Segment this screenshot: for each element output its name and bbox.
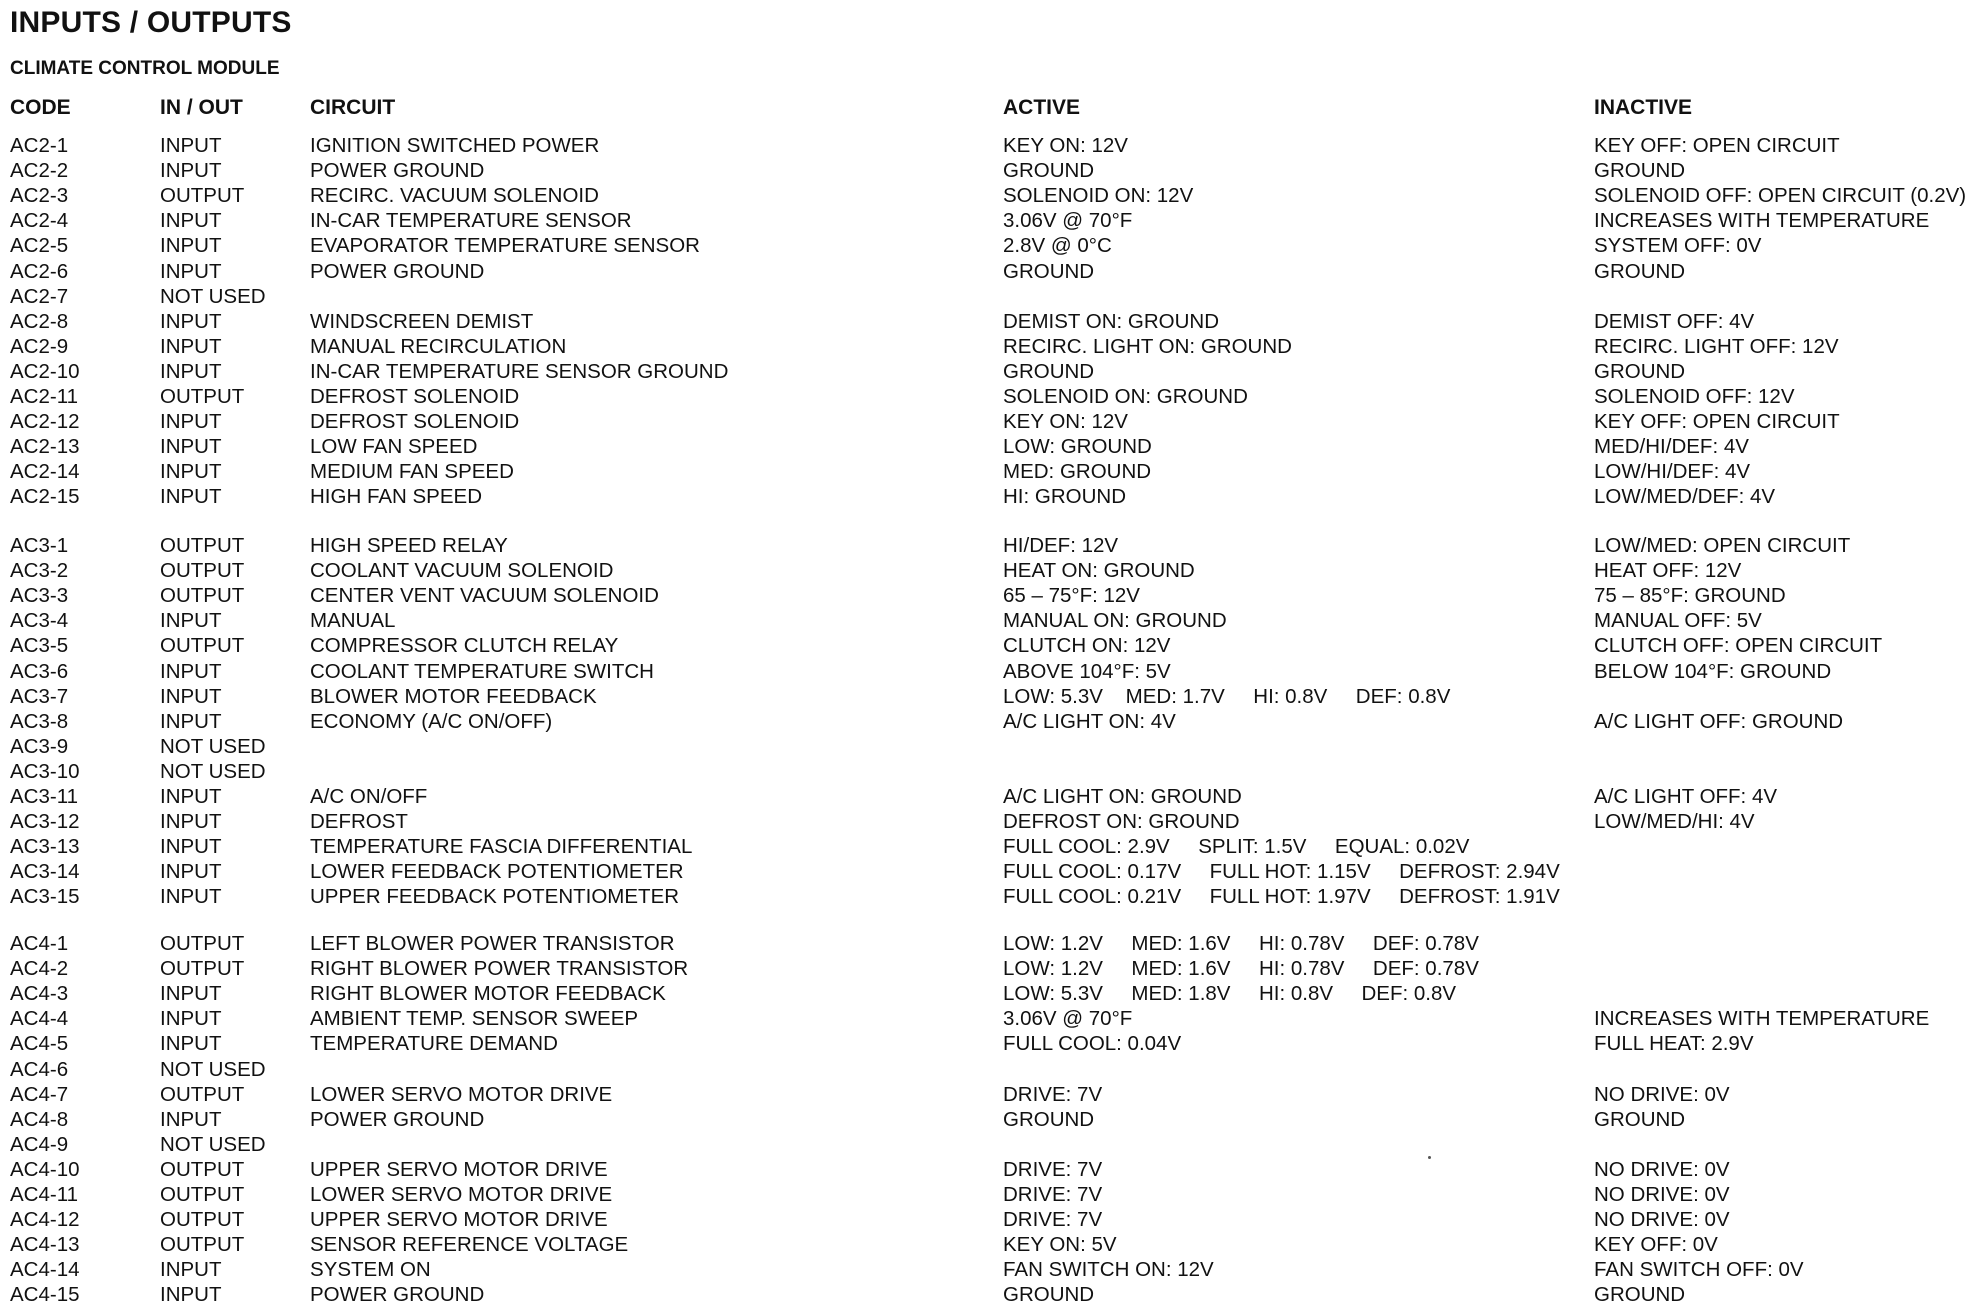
cell-active: 3.06V @ 70°F <box>1003 1007 1133 1031</box>
cell-in-out: INPUT <box>160 159 222 183</box>
cell-active: DEMIST ON: GROUND <box>1003 309 1220 333</box>
cell-code: AC3-13 <box>10 835 80 859</box>
cell-in-out: NOT USED <box>160 284 266 308</box>
cell-circuit: COOLANT TEMPERATURE SWITCH <box>310 659 654 683</box>
cell-in-out: INPUT <box>160 259 222 283</box>
cell-active: LOW: 1.2V MED: 1.6V HI: 0.78V DEF: 0.78V <box>1003 957 1479 981</box>
cell-code: AC2-14 <box>10 460 80 484</box>
cell-code: AC2-4 <box>10 209 69 233</box>
cell-in-out: OUTPUT <box>160 559 245 583</box>
cell-active: 3.06V @ 70°F <box>1003 209 1133 233</box>
header-in-out: IN / OUT <box>160 96 243 119</box>
cell-in-out: INPUT <box>160 134 222 157</box>
table-row <box>0 835 1986 860</box>
cell-code: AC4-14 <box>10 1258 80 1282</box>
cell-code: AC4-13 <box>10 1233 80 1257</box>
table-row <box>0 335 1986 360</box>
cell-circuit: MANUAL RECIRCULATION <box>310 334 567 358</box>
cell-active: DRIVE: 7V <box>1003 1157 1103 1181</box>
cell-in-out: INPUT <box>160 1007 222 1031</box>
table-row <box>0 1258 1986 1283</box>
cell-code: AC2-6 <box>10 259 69 283</box>
cell-in-out: INPUT <box>160 885 222 909</box>
cell-code: AC4-3 <box>10 982 69 1006</box>
cell-in-out: INPUT <box>160 334 222 358</box>
cell-code: AC4-6 <box>10 1057 69 1081</box>
cell-in-out: INPUT <box>160 810 222 834</box>
table-row <box>0 1133 1986 1158</box>
cell-circuit: SYSTEM ON <box>310 1258 431 1282</box>
cell-in-out: OUTPUT <box>160 957 245 981</box>
cell-active: MANUAL ON: GROUND <box>1003 609 1227 633</box>
table-row <box>0 134 1986 159</box>
cell-in-out: OUTPUT <box>160 184 245 208</box>
cell-inactive: BELOW 104°F: GROUND <box>1594 659 1832 683</box>
table-row <box>0 760 1986 785</box>
cell-circuit: ECONOMY (A/C ON/OFF) <box>310 709 553 733</box>
table-row <box>0 1208 1986 1233</box>
cell-active: GROUND <box>1003 259 1095 283</box>
cell-circuit: TEMPERATURE FASCIA DIFFERENTIAL <box>310 835 693 859</box>
scan-speck <box>1428 1156 1431 1159</box>
cell-inactive: CLUTCH OFF: OPEN CIRCUIT <box>1594 634 1883 658</box>
cell-circuit: A/C ON/OFF <box>310 785 428 808</box>
cell-circuit: IGNITION SWITCHED POWER <box>310 134 600 157</box>
cell-active: A/C LIGHT ON: 4V <box>1003 709 1176 733</box>
cell-circuit: COOLANT VACUUM SOLENOID <box>310 559 614 583</box>
table-row <box>0 460 1986 485</box>
table-row <box>0 285 1986 310</box>
cell-circuit: LEFT BLOWER POWER TRANSISTOR <box>310 932 675 955</box>
table-row <box>0 360 1986 385</box>
cell-in-out: INPUT <box>160 1032 222 1056</box>
cell-code: AC2-11 <box>10 385 78 408</box>
cell-active: LOW: 1.2V MED: 1.6V HI: 0.78V DEF: 0.78V <box>1003 932 1479 955</box>
cell-active: A/C LIGHT ON: GROUND <box>1003 785 1242 808</box>
cell-inactive: LOW/MED/HI: 4V <box>1594 810 1755 834</box>
cell-in-out: INPUT <box>160 1283 222 1307</box>
cell-code: AC4-7 <box>10 1082 69 1106</box>
cell-circuit: DEFROST SOLENOID <box>310 385 520 408</box>
cell-circuit: DEFROST SOLENOID <box>310 410 520 434</box>
cell-circuit: HIGH SPEED RELAY <box>310 534 508 557</box>
cell-active: CLUTCH ON: 12V <box>1003 634 1171 658</box>
cell-active: GROUND <box>1003 159 1095 183</box>
cell-in-out: INPUT <box>160 659 222 683</box>
cell-inactive: NO DRIVE: 0V <box>1594 1183 1730 1206</box>
cell-active: FAN SWITCH ON: 12V <box>1003 1258 1214 1282</box>
table-row <box>0 260 1986 285</box>
cell-in-out: OUTPUT <box>160 932 245 955</box>
cell-in-out: INPUT <box>160 1107 222 1131</box>
cell-code: AC4-11 <box>10 1183 78 1206</box>
cell-code: AC3-6 <box>10 659 69 683</box>
table-row <box>0 184 1986 209</box>
cell-circuit: LOWER SERVO MOTOR DRIVE <box>310 1082 613 1106</box>
cell-active: FULL COOL: 0.21V FULL HOT: 1.97V DEFROST: 1.91V <box>1003 885 1560 909</box>
table-row <box>0 810 1986 835</box>
table-row <box>0 860 1986 885</box>
cell-inactive: LOW/MED: OPEN CIRCUIT <box>1594 534 1851 557</box>
cell-circuit: UPPER SERVO MOTOR DRIVE <box>310 1208 608 1232</box>
cell-circuit: EVAPORATOR TEMPERATURE SENSOR <box>310 234 700 258</box>
table-row <box>0 1108 1986 1133</box>
cell-active: DRIVE: 7V <box>1003 1208 1103 1232</box>
cell-in-out: OUTPUT <box>160 1183 245 1206</box>
cell-inactive: A/C LIGHT OFF: GROUND <box>1594 709 1844 733</box>
cell-active: FULL COOL: 2.9V SPLIT: 1.5V EQUAL: 0.02V <box>1003 835 1470 859</box>
table-row <box>0 559 1986 584</box>
table-row <box>0 957 1986 982</box>
cell-active: SOLENOID ON: GROUND <box>1003 385 1248 408</box>
cell-circuit: RECIRC. VACUUM SOLENOID <box>310 184 599 208</box>
header-inactive: INACTIVE <box>1594 96 1693 119</box>
cell-active: GROUND <box>1003 1107 1095 1131</box>
table-row <box>0 634 1986 659</box>
cell-active: DRIVE: 7V <box>1003 1183 1103 1206</box>
table-row <box>0 410 1986 435</box>
cell-active: MED: GROUND <box>1003 460 1152 484</box>
cell-code: AC4-8 <box>10 1107 69 1131</box>
cell-circuit: LOWER FEEDBACK POTENTIOMETER <box>310 860 684 884</box>
cell-in-out: OUTPUT <box>160 1082 245 1106</box>
cell-code: AC3-8 <box>10 709 69 733</box>
cell-circuit: DEFROST <box>310 810 408 834</box>
table-row <box>0 885 1986 910</box>
cell-inactive: INCREASES WITH TEMPERATURE <box>1594 1007 1930 1031</box>
table-row <box>0 159 1986 184</box>
cell-code: AC4-1 <box>10 932 69 955</box>
cell-inactive: DEMIST OFF: 4V <box>1594 309 1755 333</box>
cell-active: LOW: 5.3V MED: 1.8V HI: 0.8V DEF: 0.8V <box>1003 982 1457 1006</box>
cell-code: AC3-1 <box>10 534 69 557</box>
cell-in-out: INPUT <box>160 835 222 859</box>
cell-in-out: INPUT <box>160 234 222 258</box>
page-title: INPUTS / OUTPUTS <box>10 6 292 39</box>
cell-code: AC4-12 <box>10 1208 80 1232</box>
header-active: ACTIVE <box>1003 96 1081 119</box>
table-row <box>0 982 1986 1007</box>
header-circuit: CIRCUIT <box>310 96 396 119</box>
cell-code: AC2-15 <box>10 485 80 509</box>
cell-circuit: LOWER SERVO MOTOR DRIVE <box>310 1183 613 1206</box>
cell-active: HEAT ON: GROUND <box>1003 559 1195 583</box>
table-row <box>0 1158 1986 1183</box>
cell-in-out: INPUT <box>160 209 222 233</box>
cell-in-out: INPUT <box>160 410 222 434</box>
cell-in-out: INPUT <box>160 982 222 1006</box>
cell-circuit: POWER GROUND <box>310 1283 485 1307</box>
cell-code: AC4-15 <box>10 1283 80 1307</box>
cell-circuit: POWER GROUND <box>310 159 485 183</box>
cell-in-out: INPUT <box>160 860 222 884</box>
cell-inactive: INCREASES WITH TEMPERATURE <box>1594 209 1930 233</box>
cell-code: AC3-5 <box>10 634 69 658</box>
cell-in-out: OUTPUT <box>160 584 245 608</box>
cell-code: AC2-13 <box>10 435 80 459</box>
cell-circuit: CENTER VENT VACUUM SOLENOID <box>310 584 659 608</box>
cell-code: AC2-2 <box>10 159 69 183</box>
cell-active: GROUND <box>1003 1283 1095 1307</box>
table-row <box>0 1058 1986 1083</box>
cell-code: AC2-7 <box>10 284 69 308</box>
cell-in-out: NOT USED <box>160 1132 266 1156</box>
cell-in-out: INPUT <box>160 785 222 808</box>
cell-circuit: WINDSCREEN DEMIST <box>310 309 534 333</box>
cell-circuit: MEDIUM FAN SPEED <box>310 460 514 484</box>
table-row <box>0 1083 1986 1108</box>
cell-inactive: GROUND <box>1594 359 1686 383</box>
cell-circuit: IN-CAR TEMPERATURE SENSOR GROUND <box>310 359 729 383</box>
cell-code: AC3-14 <box>10 860 80 884</box>
cell-active: HI/DEF: 12V <box>1003 534 1119 557</box>
cell-active: 65 – 75°F: 12V <box>1003 584 1140 608</box>
cell-in-out: NOT USED <box>160 1057 266 1081</box>
cell-inactive: GROUND <box>1594 259 1686 283</box>
cell-inactive: SYSTEM OFF: 0V <box>1594 234 1762 258</box>
table-row <box>0 1183 1986 1208</box>
cell-circuit: COMPRESSOR CLUTCH RELAY <box>310 634 619 658</box>
cell-circuit: MANUAL <box>310 609 396 633</box>
table-row <box>0 435 1986 460</box>
table-row <box>0 310 1986 335</box>
cell-inactive: KEY OFF: OPEN CIRCUIT <box>1594 134 1840 157</box>
cell-in-out: INPUT <box>160 359 222 383</box>
cell-in-out: OUTPUT <box>160 385 245 408</box>
table-row <box>0 685 1986 710</box>
cell-circuit: POWER GROUND <box>310 1107 485 1131</box>
cell-inactive: KEY OFF: OPEN CIRCUIT <box>1594 410 1840 434</box>
cell-active: KEY ON: 12V <box>1003 410 1128 434</box>
cell-active: LOW: GROUND <box>1003 435 1152 459</box>
cell-in-out: INPUT <box>160 435 222 459</box>
cell-active: FULL COOL: 0.17V FULL HOT: 1.15V DEFROST: 2.94V <box>1003 860 1560 884</box>
cell-code: AC4-5 <box>10 1032 69 1056</box>
table-row <box>0 660 1986 685</box>
cell-active: SOLENOID ON: 12V <box>1003 184 1194 208</box>
cell-active: FULL COOL: 0.04V <box>1003 1032 1182 1056</box>
cell-inactive: SOLENOID OFF: 12V <box>1594 385 1795 408</box>
cell-code: AC3-3 <box>10 584 69 608</box>
cell-circuit: UPPER SERVO MOTOR DRIVE <box>310 1157 608 1181</box>
cell-circuit: AMBIENT TEMP. SENSOR SWEEP <box>310 1007 639 1031</box>
cell-in-out: INPUT <box>160 485 222 509</box>
cell-inactive: FAN SWITCH OFF: 0V <box>1594 1258 1804 1282</box>
cell-code: AC4-4 <box>10 1007 69 1031</box>
table-row <box>0 1032 1986 1057</box>
table-row <box>0 932 1986 957</box>
cell-active: KEY ON: 12V <box>1003 134 1128 157</box>
cell-inactive: MANUAL OFF: 5V <box>1594 609 1762 633</box>
cell-active: HI: GROUND <box>1003 485 1126 509</box>
cell-in-out: INPUT <box>160 609 222 633</box>
cell-in-out: OUTPUT <box>160 1157 245 1181</box>
cell-inactive: NO DRIVE: 0V <box>1594 1157 1730 1181</box>
table-row <box>0 735 1986 760</box>
table-row <box>0 1007 1986 1032</box>
cell-code: AC2-9 <box>10 334 69 358</box>
table-row <box>0 1233 1986 1258</box>
cell-in-out: OUTPUT <box>160 1233 245 1257</box>
cell-active: LOW: 5.3V MED: 1.7V HI: 0.8V DEF: 0.8V <box>1003 684 1451 708</box>
cell-code: AC3-12 <box>10 810 80 834</box>
header-code: CODE <box>10 96 71 119</box>
cell-inactive: NO DRIVE: 0V <box>1594 1082 1730 1106</box>
cell-code: AC3-9 <box>10 734 69 758</box>
cell-circuit: POWER GROUND <box>310 259 485 283</box>
table-row <box>0 485 1986 510</box>
cell-circuit: LOW FAN SPEED <box>310 435 478 459</box>
cell-active: GROUND <box>1003 359 1095 383</box>
table-row <box>0 710 1986 735</box>
cell-inactive: 75 – 85°F: GROUND <box>1594 584 1786 608</box>
table-row <box>0 584 1986 609</box>
cell-code: AC2-10 <box>10 359 80 383</box>
cell-inactive: LOW/MED/DEF: 4V <box>1594 485 1776 509</box>
cell-active: 2.8V @ 0°C <box>1003 234 1112 258</box>
cell-code: AC4-10 <box>10 1157 80 1181</box>
cell-inactive: FULL HEAT: 2.9V <box>1594 1032 1754 1056</box>
cell-inactive: KEY OFF: 0V <box>1594 1233 1718 1257</box>
cell-in-out: INPUT <box>160 309 222 333</box>
cell-inactive: NO DRIVE: 0V <box>1594 1208 1730 1232</box>
cell-inactive: SOLENOID OFF: OPEN CIRCUIT (0.2V) <box>1594 184 1967 208</box>
cell-circuit: TEMPERATURE DEMAND <box>310 1032 558 1056</box>
table-row <box>0 785 1986 810</box>
cell-active: RECIRC. LIGHT ON: GROUND <box>1003 334 1292 358</box>
cell-code: AC2-3 <box>10 184 69 208</box>
cell-code: AC3-4 <box>10 609 69 633</box>
table-row <box>0 534 1986 559</box>
cell-circuit: BLOWER MOTOR FEEDBACK <box>310 684 597 708</box>
cell-inactive: GROUND <box>1594 1283 1686 1307</box>
cell-code: AC3-11 <box>10 785 78 808</box>
cell-code: AC3-15 <box>10 885 80 909</box>
cell-inactive: GROUND <box>1594 159 1686 183</box>
table-header <box>0 96 1986 121</box>
cell-active: KEY ON: 5V <box>1003 1233 1117 1257</box>
cell-circuit: HIGH FAN SPEED <box>310 485 483 509</box>
cell-in-out: INPUT <box>160 460 222 484</box>
cell-code: AC2-5 <box>10 234 69 258</box>
table-row <box>0 209 1986 234</box>
cell-inactive: GROUND <box>1594 1107 1686 1131</box>
cell-inactive: HEAT OFF: 12V <box>1594 559 1742 583</box>
cell-in-out: INPUT <box>160 684 222 708</box>
cell-in-out: OUTPUT <box>160 634 245 658</box>
cell-in-out: NOT USED <box>160 759 266 783</box>
table-row <box>0 1283 1986 1308</box>
cell-circuit: SENSOR REFERENCE VOLTAGE <box>310 1233 629 1257</box>
cell-in-out: INPUT <box>160 709 222 733</box>
cell-code: AC2-1 <box>10 134 69 157</box>
table-row <box>0 234 1986 259</box>
cell-in-out: OUTPUT <box>160 1208 245 1232</box>
cell-circuit: RIGHT BLOWER POWER TRANSISTOR <box>310 957 689 981</box>
cell-active: DEFROST ON: GROUND <box>1003 810 1240 834</box>
cell-in-out: OUTPUT <box>160 534 245 557</box>
cell-inactive: LOW/HI/DEF: 4V <box>1594 460 1751 484</box>
cell-code: AC2-12 <box>10 410 80 434</box>
cell-circuit: RIGHT BLOWER MOTOR FEEDBACK <box>310 982 666 1006</box>
table-row <box>0 609 1986 634</box>
cell-active: ABOVE 104°F: 5V <box>1003 659 1171 683</box>
cell-inactive: RECIRC. LIGHT OFF: 12V <box>1594 334 1839 358</box>
cell-code: AC3-10 <box>10 759 80 783</box>
cell-active: DRIVE: 7V <box>1003 1082 1103 1106</box>
cell-circuit: IN-CAR TEMPERATURE SENSOR <box>310 209 632 233</box>
cell-code: AC3-2 <box>10 559 69 583</box>
cell-code: AC3-7 <box>10 684 69 708</box>
cell-circuit: UPPER FEEDBACK POTENTIOMETER <box>310 885 680 909</box>
cell-inactive: MED/HI/DEF: 4V <box>1594 435 1749 459</box>
cell-code: AC4-2 <box>10 957 69 981</box>
cell-in-out: INPUT <box>160 1258 222 1282</box>
cell-code: AC2-8 <box>10 309 69 333</box>
cell-code: AC4-9 <box>10 1132 69 1156</box>
module-subtitle: CLIMATE CONTROL MODULE <box>10 58 280 79</box>
table-row <box>0 385 1986 410</box>
cell-inactive: A/C LIGHT OFF: 4V <box>1594 785 1778 808</box>
cell-in-out: NOT USED <box>160 734 266 758</box>
